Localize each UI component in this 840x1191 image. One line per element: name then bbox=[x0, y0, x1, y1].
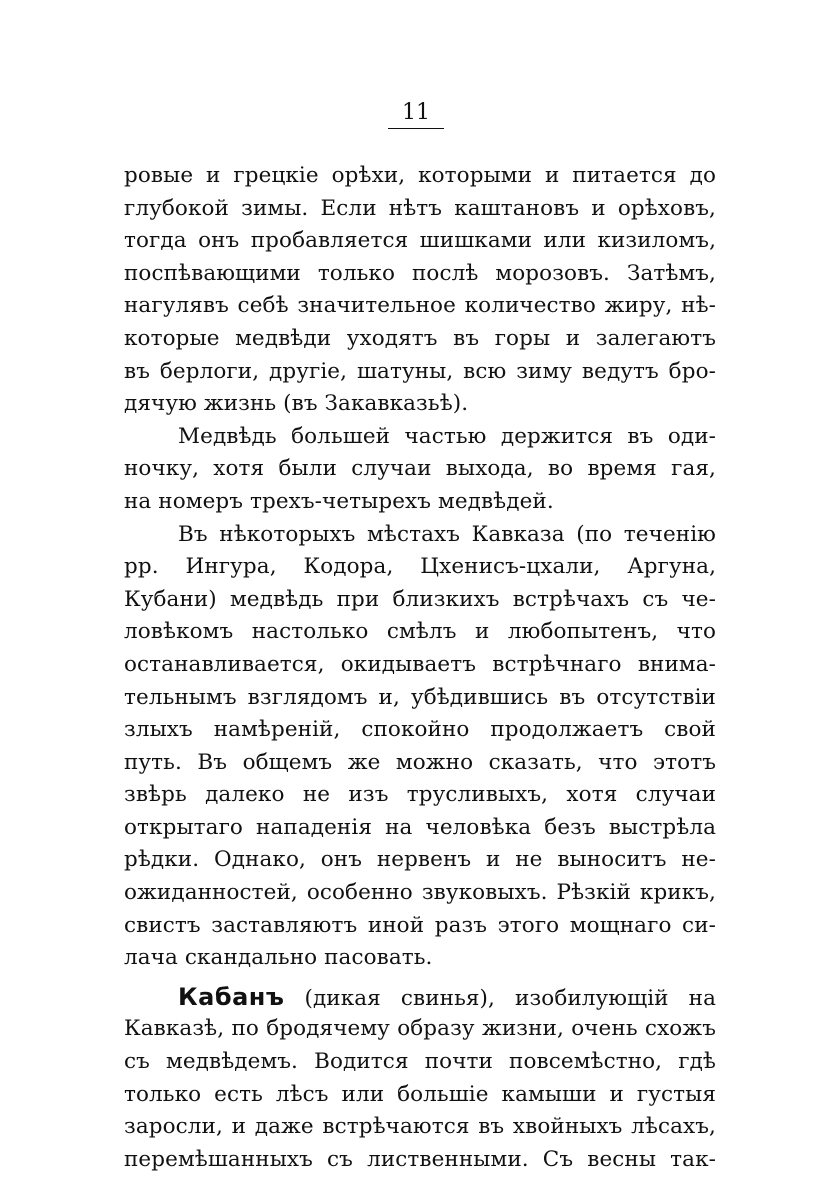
text-line: съ медвѣдемъ. Водится почти повсемѣстно, гдѣ bbox=[124, 1049, 716, 1075]
text-line: Въ нѣкоторыхъ мѣстахъ Кавказа (по теченію bbox=[178, 521, 716, 547]
paragraph-bear-alone bbox=[124, 421, 716, 519]
text-line: останавливается, окидываетъ встрѣчнаго внима- bbox=[124, 651, 716, 677]
text-line: нагулявъ себѣ значительное количество жиру, нѣ- bbox=[124, 293, 716, 319]
text-line: поспѣвающими только послѣ морозовъ. Затѣмъ, bbox=[124, 260, 716, 286]
heading-line-rest: (дикая свинья), изобилующій на bbox=[304, 985, 717, 1011]
section-heading-boar: Кабанъ bbox=[178, 982, 285, 1011]
paragraph-boar bbox=[124, 981, 716, 1177]
text-line: ожиданностей, особенно звуковыхъ. Рѣзкій крикъ, bbox=[124, 880, 716, 906]
text-line: лача скандально пасовать. bbox=[124, 945, 433, 971]
text-line: перемѣшанныхъ съ лиственными. Съ весны так- bbox=[124, 1146, 716, 1172]
text-line: въ берлоги, другіе, шатуны, всю зиму ведутъ бро- bbox=[124, 358, 716, 384]
text-line: которые медвѣди уходятъ въ горы и залегаютъ bbox=[124, 325, 716, 351]
text-line: глубокой зимы. Если нѣтъ каштановъ и орѣховъ, bbox=[124, 195, 716, 221]
text-line bbox=[124, 981, 716, 1014]
text-line: рѣдки. Однако, онъ нервенъ и не выноситъ не- bbox=[124, 847, 716, 873]
text-line: звѣрь далеко не изъ трусливыхъ, хотя случаи bbox=[124, 782, 716, 808]
text-line: рр. Ингура, Кодора, Цхенисъ-цхали, Аргуна, bbox=[124, 554, 716, 580]
text-line: дячую жизнь (въ Закавказьѣ). bbox=[124, 391, 469, 417]
page-body bbox=[124, 160, 716, 1176]
text-line: открытаго нападенія на человѣка безъ выстрѣла bbox=[124, 814, 716, 840]
text-line: ровые и грецкіе орѣхи, которыми и питается до bbox=[124, 163, 716, 188]
text-line: путь. Въ общемъ же можно сказать, что этотъ bbox=[124, 749, 716, 775]
text-line: на номеръ трехъ-четырехъ медвѣдей. bbox=[124, 488, 554, 514]
text-line: тогда онъ пробавляется шишками или кизиломъ, bbox=[124, 228, 716, 254]
text-line: ловѣкомъ настолько смѣлъ и любопытенъ, что bbox=[124, 619, 716, 645]
text-line: тельнымъ взглядомъ и, убѣдившись въ отсутствіи bbox=[124, 684, 716, 710]
text-line: Медвѣдь большей частью держится въ оди- bbox=[178, 423, 716, 449]
text-line: свистъ заставляютъ иной разъ этого мощнаго си- bbox=[124, 912, 716, 938]
text-line: только есть лѣсъ или большіе камыши и густыя bbox=[124, 1081, 716, 1107]
text-line: Кавказѣ, по бродячему образу жизни, очень схожъ bbox=[124, 1016, 716, 1042]
text-line: злыхъ намѣреній, спокойно продолжаетъ свой bbox=[124, 717, 716, 743]
paragraph-nuts-winter bbox=[124, 160, 716, 421]
text-line: Кубани) медвѣдь при близкихъ встрѣчахъ съ че- bbox=[124, 586, 716, 612]
paragraph-bear-behavior bbox=[124, 519, 716, 975]
text-line: ночку, хотя были случаи выхода, во время гая, bbox=[124, 456, 716, 482]
text-line: заросли, и даже встрѣчаются въ хвойныхъ лѣсахъ, bbox=[124, 1114, 716, 1140]
page-number: 11 bbox=[388, 100, 444, 129]
